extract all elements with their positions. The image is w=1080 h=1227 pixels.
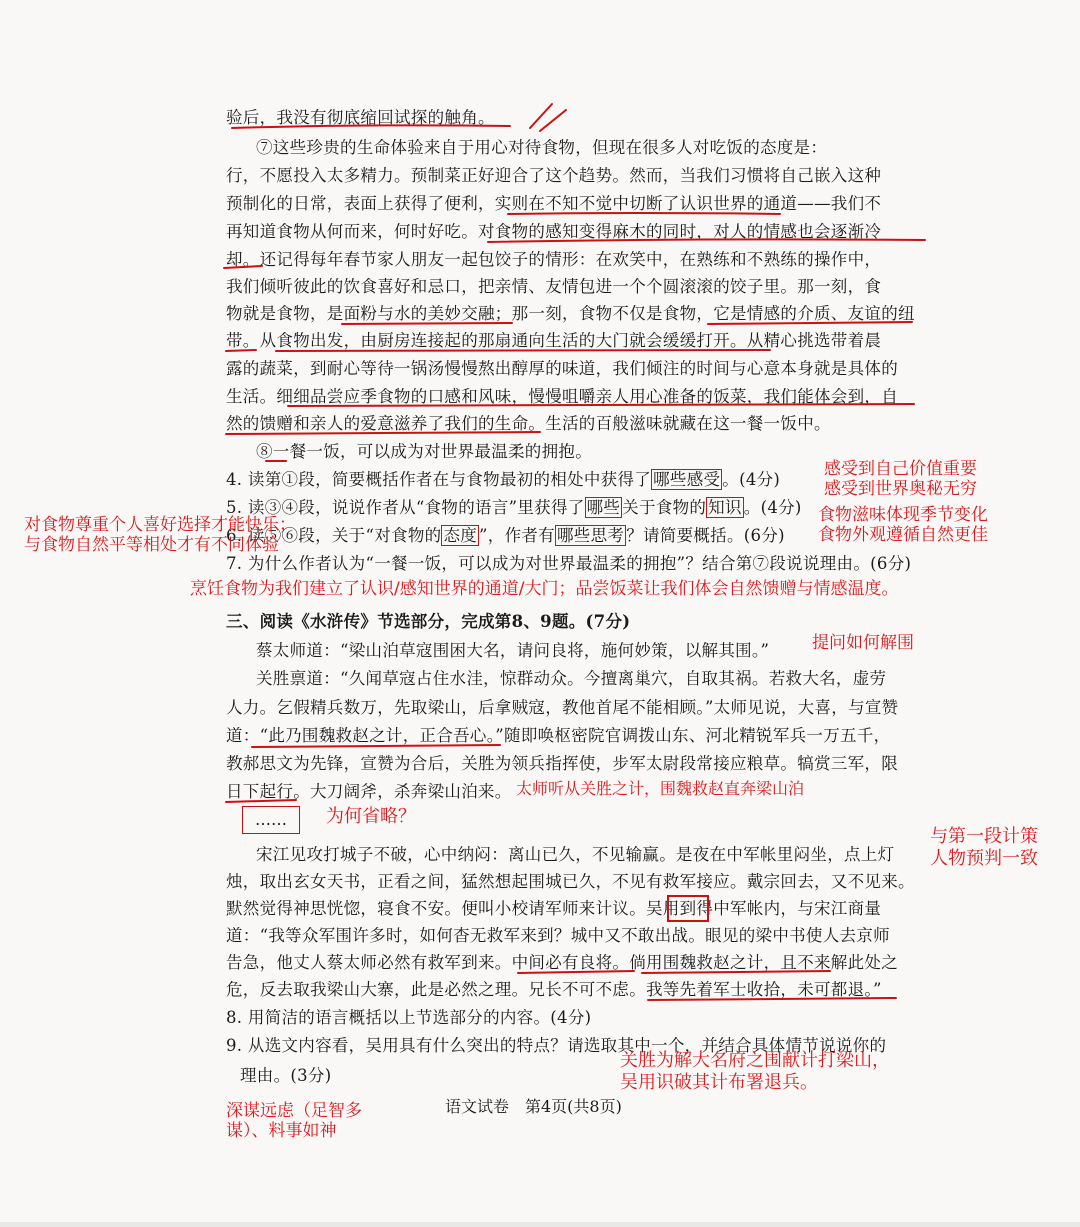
- question-4-points: 。(4分): [722, 470, 781, 489]
- excerpt-line: 蔡太师道：“梁山泊草寇围困大名，请问良将，施何妙策，以解其围。”: [256, 641, 770, 660]
- passage-line: 却。还记得每年春节家人朋友一起包饺子的情形：在欢笑中，在熟练和不熟练的操作中，: [226, 250, 882, 269]
- annotation-q5-left-2: 与食物自然平等相处才有不同体验: [24, 535, 279, 555]
- question-5-boxed-1: 哪些: [586, 498, 621, 517]
- annotation-q4-1: 感受到自己价值重要: [824, 459, 977, 479]
- question-6-middle: ”，作者有: [479, 526, 555, 545]
- question-8: 8. 用简洁的语言概括以上节选部分的内容。(4分): [226, 1008, 592, 1027]
- passage-line: 带。从食物出发，由厨房连接起的那扇通向生活的大门就会缓缓打开。从精心挑选带着晨: [226, 331, 882, 350]
- question-5-text: 5. 读③④段，说说作者从“食物的语言”里获得了: [226, 498, 585, 517]
- question-4: [226, 470, 780, 490]
- question-5-middle: 关于食物的: [622, 498, 707, 517]
- question-6-boxed-2: 哪些思考: [556, 526, 625, 545]
- excerpt-line: 默然觉得神思恍惚，寝食不安。便叫小校请军师来计议。吴用到得中军帐内，与宋江商量: [226, 899, 882, 918]
- question-6: [226, 526, 785, 546]
- passage-line: 再知道食物从何而来，何时好吃。对食物的感知变得麻木的同时，对人的情感也会逐渐冷: [226, 222, 882, 241]
- passage-line: 我们倾听彼此的饮食喜好和忌口，把亲情、友情包进一个个圆滚滚的饺子里。那一刻，食: [226, 277, 882, 296]
- annotation-q9-2: 谋）、料事如神: [226, 1121, 337, 1141]
- annotation-q8-2: 吴用识破其计布署退兵。: [620, 1072, 818, 1093]
- question-6-points: ？请简要概括。(6分): [626, 526, 785, 545]
- annotation-q8-1: 关胜为解大名府之围献计打梁山，: [620, 1050, 890, 1071]
- question-4-boxed: 哪些感受: [653, 470, 721, 489]
- excerpt-line: 烛，取出玄女天书，正看之间，猛然想起围城已久，不见有救军接应。戴宗回去，又不见来。: [226, 872, 915, 891]
- excerpt-line: 道：“我等众军围许多时，如何杳无救军来到？城中又不敢出战。眼见的梁中书使人去京师: [226, 926, 890, 945]
- question-5: [226, 498, 802, 518]
- excerpt-line: 教郝思文为先锋，宣赞为合后，关胜为领兵指挥使，步军太尉段常接应粮草。犒赏三军，限: [226, 754, 898, 773]
- passage-line: 然的馈赠和亲人的爱意滋养了我们的生命。生活的百般滋味就藏在这一餐一饭中。: [226, 414, 831, 433]
- annotation-consistent-2: 人物预判一致: [930, 848, 1038, 869]
- passage-line: 验后，我没有彻底缩回试探的触角。: [226, 108, 495, 127]
- passage-line: 预制化的日常，表面上获得了便利，实则在不知不觉中切断了认识世界的通道——我们不: [226, 194, 882, 213]
- annotation-q5-right-2: 食物外观遵循自然更佳: [818, 525, 988, 545]
- question-9: 9. 从选文内容看，吴用具有什么突出的特点？请选取其中一个，并结合具体情节说说你的: [226, 1036, 887, 1055]
- question-7: 7. 为什么作者认为“一餐一饭，可以成为对世界最温柔的拥抱”？结合第⑦段说说理由。(6分): [226, 554, 912, 573]
- page-edge: [0, 1222, 1080, 1227]
- annotation-q5-right-1: 食物滋味体现季节变化: [818, 505, 988, 525]
- annotation-taishi: 太师听从关胜之计，围魏救赵直奔梁山泊: [516, 779, 805, 798]
- question-5-boxed-2: 知识: [708, 498, 742, 517]
- excerpt-line: 人力。乞假精兵数万，先取梁山，后拿贼寇，教他首尾不能相顾。”太师见说，大喜，与宣赞: [226, 698, 899, 717]
- passage-line: ⑧一餐一饭，可以成为对世界最温柔的拥抱。: [256, 442, 592, 461]
- section-3-heading: 三、阅读《水浒传》节选部分，完成第8、9题。(7分): [226, 612, 631, 631]
- annotation-q5-left-1: 对食物尊重个人喜好选择才能快乐；: [24, 515, 296, 535]
- page-footer: 语文试卷 第4页(共8页): [445, 1097, 622, 1116]
- passage-line: 生活。细细品尝应季食物的口感和风味，慢慢咀嚼亲人用心准备的饭菜，我们能体会到，自: [226, 387, 898, 406]
- question-5-points: 。(4分): [743, 498, 802, 517]
- excerpt-line: 日下起行。大刀阔斧，杀奔梁山泊来。: [226, 782, 512, 801]
- passage-line: ⑦这些珍贵的生命体验来自于用心对待食物，但现在很多人对吃饭的态度是：: [256, 138, 828, 157]
- question-9-cont: 理由。(3分): [240, 1066, 332, 1085]
- excerpt-line: 危，反去取我梁山大寨，此是必然之理。兄长不可不虑。我等先着军士收拾，未可都退。”: [226, 980, 882, 999]
- passage-line: 露的蔬菜，到耐心等待一锅汤慢慢熬出醇厚的味道，我们倾注的时间与心意本身就是具体的: [226, 359, 898, 378]
- question-6-text: 6. 读⑤⑥段，关于“对食物的: [226, 526, 442, 545]
- annotation-consistent-1: 与第一段计策: [930, 826, 1038, 847]
- question-6-boxed-1: 态度: [443, 526, 478, 545]
- annotation-ask: 提问如何解围: [812, 633, 914, 653]
- question-4-text: 4. 读第①段，简要概括作者在与食物最初的相处中获得了: [226, 470, 652, 489]
- annotation-q7: 烹饪食物为我们建立了认识/感知世界的通道/大门；品尝饭菜让我们体会自然馈赠与情感温度。: [190, 579, 899, 599]
- annotation-q4-2: 感受到世界奥秘无穷: [824, 479, 977, 499]
- excerpt-line: 关胜禀道：“久闻草寇占住水洼，惊群动众。今擅离巢穴，自取其祸。若救大名，虚劳: [256, 669, 887, 688]
- excerpt-line: 告急，他丈人蔡太师必然有救军到来。中间必有良将。倘用围魏救赵之计，且不来解此处之: [226, 953, 898, 972]
- excerpt-line: 道：“此乃围魏救赵之计，正合吾心。”随即唤枢密院官调拨山东、河北精锐军兵一万五千，: [226, 726, 891, 745]
- ellipsis-box: ……: [242, 806, 300, 834]
- annotation-why: 为何省略？: [326, 806, 416, 827]
- annotation-q9-1: 深谋远虑（足智多: [226, 1101, 362, 1121]
- excerpt-line: 宋江见攻打城子不破，心中纳闷：离山已久，不见输赢。是夜在中军帐里闷坐，点上灯: [256, 845, 895, 864]
- passage-line: 行，不愿投入太多精力。预制菜正好迎合了这个趋势。然而，当我们习惯将自己嵌入这种: [226, 166, 882, 185]
- passage-line: 物就是食物，是面粉与水的美妙交融；那一刻，食物不仅是食物，它是情感的介质、友谊的纽: [226, 304, 915, 323]
